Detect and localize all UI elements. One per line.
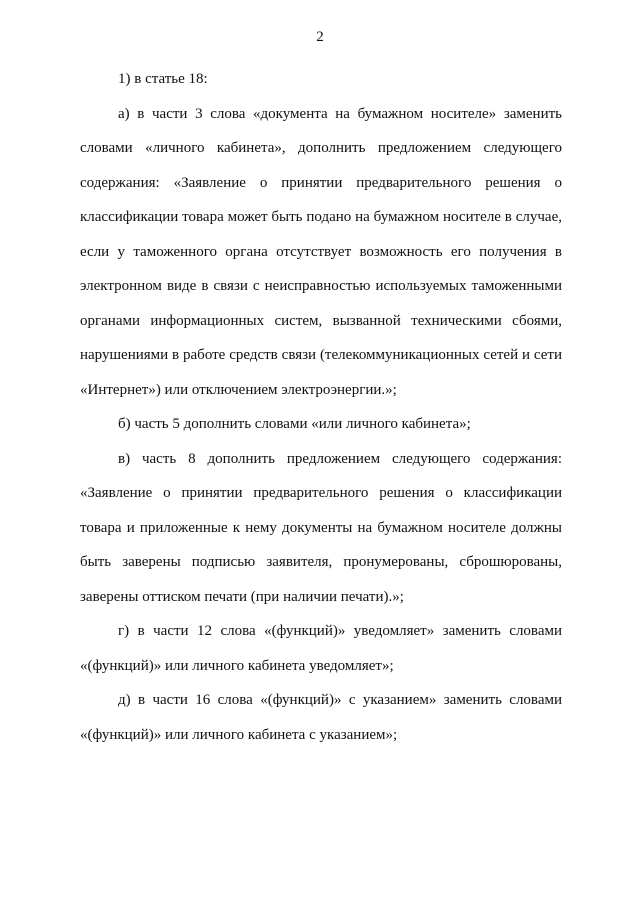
paragraph-line: органами информационных систем, вызванной техническими сбоями, bbox=[80, 312, 562, 329]
paragraph-line: г) в части 12 слова «(функций)» уведомляет» заменить словами bbox=[118, 623, 562, 639]
paragraph-line: словами «личного кабинета», дополнить предложением следующего bbox=[80, 140, 562, 156]
paragraph-line: «Интернет») или отключением электроэнергии.»; bbox=[80, 381, 397, 398]
paragraph-line: если у таможенного органа отсутствует возможность его получения в bbox=[80, 243, 562, 260]
paragraph-line: классификации товара может быть подано на бумажном носителе в случае, bbox=[80, 209, 562, 225]
paragraph-line: заверены оттиском печати (при наличии печати).»; bbox=[80, 588, 404, 605]
paragraph-line: б) часть 5 дополнить словами «или личного кабинета»; bbox=[118, 416, 471, 432]
page-number: 2 bbox=[316, 29, 324, 45]
paragraph-line: товара и приложенные к нему документы на бумажном носителе должны bbox=[80, 519, 562, 536]
document-body bbox=[80, 62, 562, 752]
paragraph-line: «Заявление о принятии предварительного решения о классификации bbox=[80, 485, 562, 501]
paragraph-line: а) в части 3 слова «документа на бумажном носителе» заменить bbox=[118, 105, 562, 122]
paragraph-line: содержания: «Заявление о принятии предварительного решения о bbox=[80, 174, 562, 191]
paragraph-line: 1) в статье 18: bbox=[118, 71, 208, 87]
paragraph-line: быть заверены подписью заявителя, пронумерованы, сброшюрованы, bbox=[80, 554, 562, 570]
paragraph-line: д) в части 16 слова «(функций)» с указанием» заменить словами bbox=[118, 692, 562, 708]
paragraph-line: в) часть 8 дополнить предложением следующего содержания: bbox=[118, 450, 562, 467]
paragraph-line: электронном виде в связи с неисправностью используемых таможенными bbox=[80, 278, 562, 294]
paragraph-line: «(функций)» или личного кабинета уведомляет»; bbox=[80, 657, 394, 674]
paragraph-line: нарушениями в работе средств связи (телекоммуникационных сетей и сети bbox=[80, 347, 562, 363]
paragraph-line: «(функций)» или личного кабинета с указанием»; bbox=[80, 726, 398, 743]
